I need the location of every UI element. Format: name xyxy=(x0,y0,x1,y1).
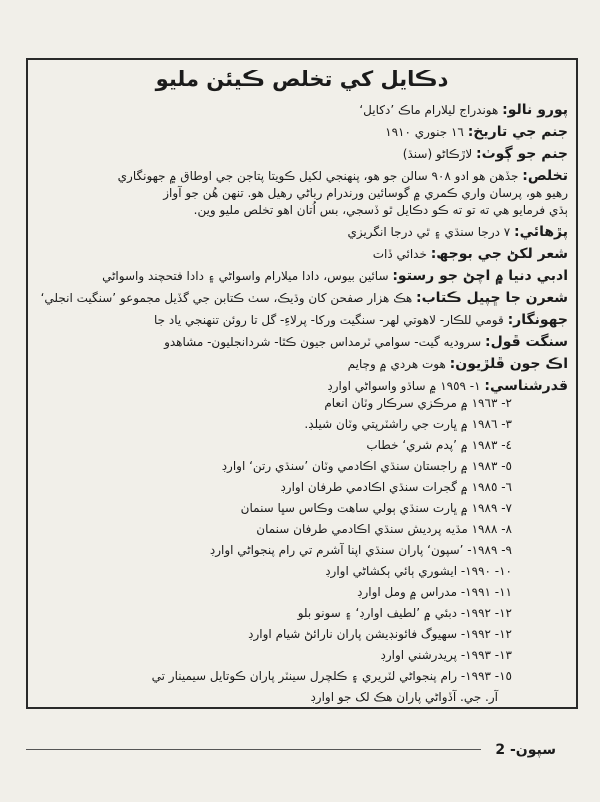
awards-section xyxy=(36,378,568,395)
award-item: ٥- ١٩٨٣ ۾ راجستان سنڌي اڪادمي وٽان ’سنڌي رتن‘ اوارڊ xyxy=(221,459,512,473)
row-value: ٧ درجا سنڌي ۽ ٿي درجا انگريزي xyxy=(347,225,511,239)
row-label: پڙهائي: xyxy=(514,224,568,240)
row-label: سنگت ڦول: xyxy=(484,334,568,350)
page-title: دڪايل کي تخلص ڪيئن مليو xyxy=(155,67,449,91)
row-value: قومي للڪار- لاهوتي لهر- سنگيت ورکا- پرلاءِ- گل تا روئن تنهنجي ياد جا xyxy=(154,313,504,327)
award-item: ١١- ١٩٩١- مدراس ۾ ومل اوارڊ xyxy=(357,585,512,599)
row-value: هڪ هزار صفحن کان وڌيڪ، سٺ ڪتابن جي گڏيل مجموعو ’سنگيت انجلي‘ xyxy=(40,291,413,305)
award-item: ٦- ١٩٨٥ ۾ گجرات سنڌي اڪادمي طرفان اوارڊ xyxy=(280,480,512,494)
info-row-sangat-phool xyxy=(36,334,568,351)
awards-label: قدرشناسي: xyxy=(484,378,568,394)
award-item: ١٥- ١٩٩٣- رام پنجواڻي لٽريري ۽ ڪلچرل سينٽر پاران ڪوتايل سيمينار تي xyxy=(151,669,512,683)
row-label: تخلص: xyxy=(522,168,568,184)
info-row-literary-path xyxy=(36,268,568,285)
row-value: هوت هردي ۾ وڄايم xyxy=(347,357,446,371)
info-row-ak-phulriyun xyxy=(36,356,568,373)
row-label: جهونگار: xyxy=(507,312,568,328)
info-row-education xyxy=(36,224,568,241)
info-row-published-books xyxy=(36,290,568,307)
row-paragraph-line: ٻڌي فرمايو هي ته تو ته ڪو دڪايل ٿو ڏسجي، بس اُتان اهو تخلص مليو وين. xyxy=(193,203,568,217)
row-label: جنم جو ڳوٺ: xyxy=(476,146,568,162)
award-item: ١٢- ١٩٩٢- سهيوگ فائونڊيشن پاران نارائڻ شيام اوارڊ xyxy=(248,627,512,641)
row-label: اڪ جون ڦلڙيون: xyxy=(449,356,568,372)
info-row-full-name xyxy=(36,102,568,119)
row-label: شعرن جا ڇپيل ڪتاب: xyxy=(416,290,568,306)
row-label: جنم جي تاريخ: xyxy=(467,124,568,140)
award-item: ١٢- ١٩٩٢- دبئي ۾ ’لطيف اوارڊ‘ ۽ سونو بلو xyxy=(297,606,512,620)
row-label: پورو نالو: xyxy=(502,102,568,118)
row-value: خدائي ڏات xyxy=(372,247,427,261)
award-item: ٩- ١٩٨٩- ’سپون‘ پاران سنڌي اپنا آشرم تي رام پنجواڻي اوارڊ xyxy=(209,543,512,557)
row-paragraph-line: جڏهن هو ادو ٩٠٨ سالن جو هو، پنهنجي لکيل ڪويتا پتاجن جي اوطاق ۾ جهونگاري xyxy=(117,169,519,183)
award-item: ٨- ١٩٨٨ مڌيه پرديش سنڌي اڪادمي طرفان سنمان xyxy=(256,522,512,536)
award-item: ٧- ١٩٨٩ ۾ ڀارت سنڌي ٻولي ساهت وڪاس سڀا سنمان xyxy=(240,501,512,515)
award-item: ١٣- ١٩٩٣- پريدرشني اوارڊ xyxy=(380,648,512,662)
row-value: هوندراج ليلارام ماڪ ’دکايل‘ xyxy=(359,103,499,117)
award-item: ٢- ١٩٦٣ ۾ مرڪزي سرڪار وٽان انعام xyxy=(324,396,512,410)
info-row-birth-village xyxy=(36,146,568,163)
row-value: سروديه گيت- سوامي ٽرمداس جيون ڪٿا- شردانجليون- مشاهدو xyxy=(164,335,482,349)
document-body xyxy=(36,62,568,702)
award-item: ٤- ١٩٨٣ ۾ ’پدم شري‘ خطاب xyxy=(366,438,512,452)
row-paragraph-line: رهيو هو، پرسان واري ڪمري ۾ گوسائين ورندرام رباڻي رهيل هو. تنهن هُن جو آواز xyxy=(163,186,568,200)
page-footer: سپون- 2 xyxy=(495,742,556,758)
row-label: شعر لکڻ جي بوجھ: xyxy=(430,246,568,262)
row-value: سائين بيوس، دادا ميلارام واسواڻي ۽ دادا فتحچند واسواڻي xyxy=(102,269,389,283)
info-row-jhongar xyxy=(36,312,568,329)
footer-rule xyxy=(26,749,481,750)
award-item: ١- ١٩٥٩ ۾ ساڌو واسواڻي اوارڊ xyxy=(327,379,481,393)
row-label: ادبي دنيا ۾ اچڻ جو رستو: xyxy=(392,268,568,284)
row-value: لاڙڪاڻو (سنڌ) xyxy=(402,147,473,161)
info-row-birth-date xyxy=(36,124,568,141)
award-item-continuation: آر. جي. آڏواڻي پاران هڪ لک جو اوارڊ xyxy=(310,690,498,704)
award-item: ٣- ١٩٨٦ ۾ ڀارت جي راشٽرپتي وٽان شيلڊ. xyxy=(304,417,512,431)
row-value: ١٦ جنوري ١٩١٠ xyxy=(385,125,464,139)
award-item: ١٠- ١٩٩٠- ايشوري ٻائي ٻکشاڻي اوارڊ xyxy=(325,564,512,578)
info-row-poetry-inspiration xyxy=(36,246,568,263)
info-row-pen-name xyxy=(36,168,568,219)
